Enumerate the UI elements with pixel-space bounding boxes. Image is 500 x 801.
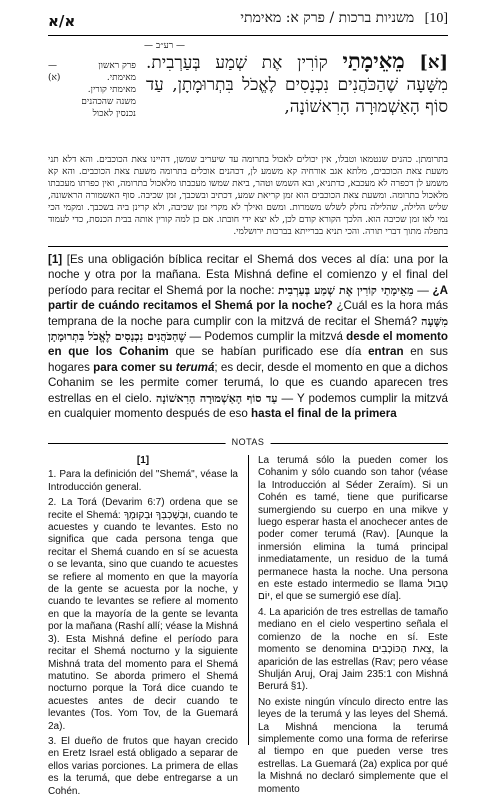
note-paragraph: 4. La aparición de tres estrellas de tamaño mediano en el cielo vespertino señala el comienzo de la noche en sí. Este momento se denomina צֵאת הַכּוֹכָבִים, la aparición de las estrellas (Rav; pero véase Shulján Aruj, Oraj Jaim 235:1 con Mishná Berurá §1). — [258, 606, 449, 693]
header-rule — [48, 35, 448, 36]
phrase-text: Y podemos cumplir la mitzvá en cualquier momento después de eso — [48, 391, 448, 421]
notes-label: NOTAS — [226, 437, 271, 447]
notes-divider — [48, 437, 448, 449]
notes-section — [48, 455, 449, 797]
side-row — [48, 108, 136, 120]
phrase-text: lo que es cuando aparecen tres estrellas en el cielo. — [48, 376, 448, 405]
phrase-text: en sus hogares — [48, 345, 448, 374]
phrase-spanish: ¿A partir de cuándo recitamos el Shemá por la noche? — [48, 283, 448, 313]
phrase-gloss: ¿Cuál es la hora más temprana de la noche para cumplir con la mitzvá de recitar el Shemá? — [48, 299, 448, 328]
side-text: — — [48, 61, 57, 71]
side-text: מאימתי. — [106, 73, 136, 83]
phrase-text: Podemos cumplir la mitzvá — [204, 330, 343, 344]
rav-label: — רע״ב — — [144, 41, 185, 51]
mishna-hebrew — [146, 50, 448, 118]
note-paragraph: No existe ningún vínculo directo entre las leyes de la terumá y las leyes del Shemá. La Mishná menciona la terumá simplemente como una forma de referirse al tiempo en que pueden verse tres estrellas. La Guemará (2a) explica por qué la Mishná no declaró simplemente que el momento — [258, 696, 448, 795]
side-text: (א) — [48, 73, 61, 83]
header-title — [240, 10, 448, 27]
side-row — [48, 60, 136, 72]
rav-commentary: בתרומתן. כהנים שנטמאו וטבלו, אין יכולים לאכול בתרומה עד שיעריב שמשן, דהיינו צאת הכוכבים. והא דלא תני משעת צאת הכוכבים, מלתא אגב אורחיה קא משמע לן, דכהנים אוכלים בתרומה משעת צאת הכוכבים. והא קא משמע לן דכפרה לא מעכבא, כדתניא, ובא השמש וטהר, ביאת שמשו מעכבתו מלאכול בתרומה, ואין כפרתו מעכבתו מלאכול בתרומה. ומשעת צאת הכוכבים הוא זמן קריאת שמע, דכתיב ובשכבך, זמן שכיבה. סוף האשמורה הראשונה, שליש הלילה, שהלילה נחלק לשלש משמרות. ומשם ואילך לא מקרי זמן שכיבה, ולא קרינן ביה בשכבך. ומקמי הכי נמי לאו זמן שכיבה הוא. הלכך הקורא קודם לכן, לא יצא ידי חובתו. אם כן למה קורין אותה בבית הכנסת, כדי לעמוד בתפלה מתוך דברי תורה. והכי תניא בברייתא בברכות ירושלמי. — [48, 155, 448, 237]
phrase-italic: terumá — [175, 360, 215, 374]
section-divider — [48, 246, 448, 247]
header-chapter-ref: א/א — [48, 12, 76, 30]
page-header — [48, 6, 448, 36]
spanish-translation: [1] [Es una obligación bíblica recitar el Shemá dos veces al día: una por la noche y otra por la mañana. Esta Mishná define el comienzo y el final del período para recitar el Shemá por la noche: מֵאֵימָתַי קוֹרִין אֶת שְׁמַע בְּעַרְבִית — ¿A partir de cuándo recitamos el Shemá por la noche? ¿Cuál es la hora más temprana de la noche para cumplir con la mitzvá de recitar el Shemá? מִשָּׁעָה שֶׁהַכֹּהֲנִים נִכְנָסִים לֶאֱכֹל בִּתְרוּמָתָן — Podemos cumplir la mitzvá desde el momento en que los Cohanim que se habían purificado ese día entran en sus hogares para comer su terumá; es decir, desde el momento en que a dichos Cohanim se les permite comer terumá, lo que es cuando aparecen tres estrellas en el cielo. עַד סוֹף הָאַשְׁמוּרָה הָרִאשׁוֹנָה — Y podemos cumplir la mitzvá en cualquier momento después de eso hasta el final de la primera — [48, 253, 448, 421]
mishna-opening-word: מֵאֵימָתַי — [342, 48, 405, 73]
hebrew-side-column — [48, 60, 136, 120]
page-number: [10] — [424, 11, 448, 26]
phrase-bold: para comer su — [93, 360, 173, 374]
notes-column-rule — [248, 455, 249, 745]
note-paragraph: 1. Para la definición del "Shemá", véase la Introducción general. — [48, 469, 238, 493]
header-title-text: משניות ברכות / פרק א: מאימתי — [240, 10, 415, 26]
side-text: פרק ראשון — [98, 61, 136, 71]
phrase-hebrew: מֵאֵימָתַי קוֹרִין אֶת שְׁמַע בְּעַרְבִית — [278, 283, 414, 297]
phrase-bold: hasta el final de la primera — [251, 407, 397, 421]
side-row — [48, 96, 136, 108]
side-text: נכנסין לאכול — [92, 109, 136, 119]
side-text: משנה שהכהנים — [81, 97, 136, 107]
note-group-number: [1] — [136, 455, 150, 466]
phrase-bold: desde el momento en que los Cohanim — [48, 330, 448, 359]
hebrew-text-block — [48, 40, 448, 244]
notes-right-column — [258, 455, 448, 799]
side-row — [48, 72, 136, 84]
side-row — [48, 84, 136, 96]
note-paragraph: La terumá sólo la pueden comer los Cohanim y sólo cuando son tahor (véase la Introducción al Séder Zeraím). Si un Cohén es tamé, tiene que purificarse sumergiendo su cuerpo en una mikve y luego esperar hasta el anochecer antes de poder comer terumá (Rav). [Aunque la inmersión elimina la tumá principal inmediatamente, un residuo de la tumá permanece hasta la noche. Una persona en este estado intermedio se llama טְבוּל יוֹם, el que se sumergió ese día]. — [258, 455, 448, 603]
mishna-text: קוֹרִין אֶת שְׁמַע בְּעַרְבִית. מִשָּׁעָה שֶׁהַכֹּהֲנִים נִכְנָסִים לֶאֱכֹל בִּתְרוּמָתָן, עַד סוֹף הָאַשְׁמוּרָה הָרִאשׁוֹנָה, — [146, 53, 448, 117]
phrase-text: ; es decir, desde el momento en que a dichos Cohanim se les permite comer terumá, — [48, 360, 448, 390]
mishna-marker: [א] — [419, 52, 448, 73]
notes-left-column — [48, 455, 238, 801]
side-text: מאימתי קורין. — [87, 85, 136, 95]
note-paragraph: 3. El dueño de frutos que hayan crecido en Eretz Israel está obligado a separar de ellos varias porciones. La primera de ellas es la terumá, que debe entregarse a un Cohén. — [48, 735, 238, 797]
phrase-hebrew: מִשָּׁעָה שֶׁהַכֹּהֲנִים נִכְנָסִים לֶאֱכֹל בִּתְרוּמָתָן — [48, 314, 448, 344]
phrase-text: que se habían purificado ese día — [175, 345, 362, 359]
phrase-bold: entran — [368, 345, 404, 359]
phrase-hebrew: עַד סוֹף הָאַשְׁמוּרָה הָרִאשׁוֹנָה — [156, 391, 278, 405]
note-paragraph: 2. La Torá (Devarim 6:7) ordena que se recite el Shemá: וּבְשָׁכְבְּךָ וּבְקוּמֶךָ, cuando te acuestes y cuando te levantes. Esto no significa que cada persona tenga que recitar el Shemá cuando en sí se acuesta o se levanta, sino que cuando te acuestes se refiere al momento en que la mayoría de la gente se acuesta por la noche, y cuando te levantes se refiere al momento en que la mayoría de la gente se levanta por la mañana (Rashí allí; véase la Mishná 3). Esta Mishná define el período para recitar el Shemá nocturno y la siguiente Mishná trata del momento para el Shemá matutino. Se aborda primero el Shemá nocturno porque la Torá dice cuando te acuestes antes de decir cuando te levantes (Tos. Yom Tov, de la Guemará 2a). — [48, 497, 238, 732]
translation-intro: [Es una obligación bíblica recitar el Shemá dos veces al día: una por la noche y otra por la mañana. Esta Mishná define el comienzo y el final del período para recitar el Shemá por la noche: — [48, 253, 448, 297]
